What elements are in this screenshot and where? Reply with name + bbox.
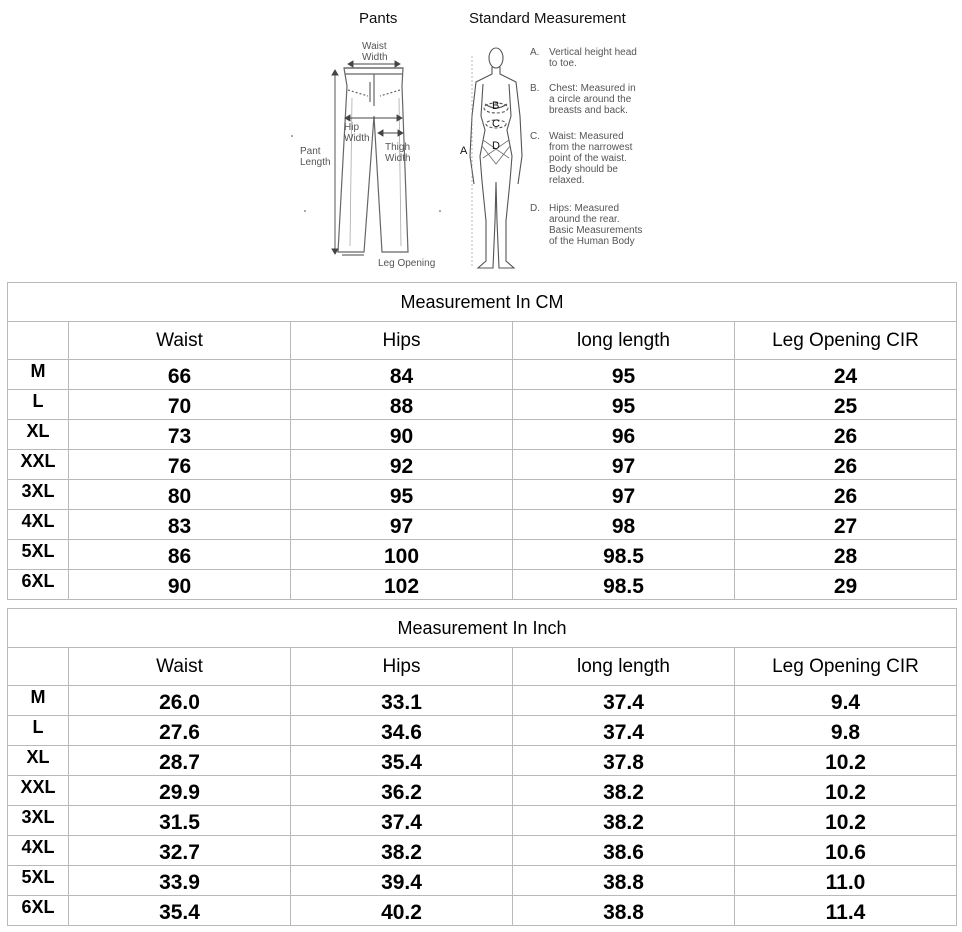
leg-opening-cell: 10.2 <box>735 806 957 836</box>
size-header <box>8 648 69 686</box>
leg-opening-cell: 11.0 <box>735 866 957 896</box>
note-c: C. Waist: Measured from the narrowest point of the waist. Body should be relaxed. <box>530 131 633 186</box>
table-row <box>8 510 957 540</box>
leg-opening-cell: 26 <box>735 450 957 480</box>
table-row <box>8 686 957 716</box>
hips-cell: 33.1 <box>291 686 513 716</box>
body-letter-a: A <box>460 145 468 157</box>
hips-cell: 40.2 <box>291 896 513 926</box>
size-cell: 3XL <box>8 806 69 836</box>
long-length-cell: 98.5 <box>513 540 735 570</box>
waist-cell: 83 <box>69 510 291 540</box>
waist-header: Waist <box>69 322 291 360</box>
size-cell: 3XL <box>8 480 69 510</box>
standard-measurement-title: Standard Measurement <box>469 10 626 27</box>
long-length-cell: 98.5 <box>513 570 735 600</box>
hips-cell: 34.6 <box>291 716 513 746</box>
table-row <box>8 420 957 450</box>
table-row <box>8 866 957 896</box>
hips-cell: 37.4 <box>291 806 513 836</box>
pant-length-label: Pant Length <box>300 146 331 168</box>
size-cell: 5XL <box>8 540 69 570</box>
size-cell: XXL <box>8 776 69 806</box>
long-length-cell: 37.8 <box>513 746 735 776</box>
cm-size-table <box>7 282 957 600</box>
hip-width-label: Hip Width <box>344 122 370 144</box>
cm-header-row <box>8 322 957 360</box>
hips-cell: 84 <box>291 360 513 390</box>
inch-size-table <box>7 608 957 926</box>
waist-cell: 26.0 <box>69 686 291 716</box>
hips-cell: 102 <box>291 570 513 600</box>
size-cell: 5XL <box>8 866 69 896</box>
long-length-cell: 97 <box>513 450 735 480</box>
table-row <box>8 836 957 866</box>
hips-cell: 36.2 <box>291 776 513 806</box>
waist-cell: 70 <box>69 390 291 420</box>
size-cell: 4XL <box>8 510 69 540</box>
long-length-cell: 38.2 <box>513 806 735 836</box>
size-cell: 6XL <box>8 896 69 926</box>
hips-cell: 90 <box>291 420 513 450</box>
leg-opening-cell: 9.4 <box>735 686 957 716</box>
size-cell: 4XL <box>8 836 69 866</box>
note-a: A. Vertical height head to toe. <box>530 47 637 69</box>
size-cell: XXL <box>8 450 69 480</box>
leg-opening-cell: 10.2 <box>735 776 957 806</box>
hips-cell: 38.2 <box>291 836 513 866</box>
hips-header: Hips <box>291 648 513 686</box>
size-cell: XL <box>8 746 69 776</box>
body-figure <box>470 48 522 268</box>
hips-header: Hips <box>291 322 513 360</box>
hips-cell: 88 <box>291 390 513 420</box>
waist-header: Waist <box>69 648 291 686</box>
leg-opening-cell: 27 <box>735 510 957 540</box>
long-length-cell: 98 <box>513 510 735 540</box>
long-length-cell: 38.8 <box>513 866 735 896</box>
leg-opening-cell: 26 <box>735 480 957 510</box>
leg-opening-header: Leg Opening CIR <box>735 648 957 686</box>
leg-opening-cell: 26 <box>735 420 957 450</box>
long-length-cell: 38.6 <box>513 836 735 866</box>
waist-cell: 33.9 <box>69 866 291 896</box>
table-row <box>8 806 957 836</box>
leg-opening-cell: 9.8 <box>735 716 957 746</box>
size-header <box>8 322 69 360</box>
size-cell: XL <box>8 420 69 450</box>
long-length-cell: 37.4 <box>513 686 735 716</box>
waist-cell: 90 <box>69 570 291 600</box>
waist-cell: 76 <box>69 450 291 480</box>
long-length-header: long length <box>513 648 735 686</box>
thigh-width-label: Thigh Width <box>385 142 411 164</box>
body-letter-b: B <box>492 100 500 112</box>
long-length-cell: 96 <box>513 420 735 450</box>
note-b: B. Chest: Measured in a circle around the breasts and back. <box>530 83 636 116</box>
cm-table-title: Measurement In CM <box>8 283 957 322</box>
long-length-cell: 37.4 <box>513 716 735 746</box>
table-row <box>8 776 957 806</box>
long-length-cell: 38.8 <box>513 896 735 926</box>
pants-title: Pants <box>359 10 398 27</box>
waist-width-label: Waist Width <box>362 41 388 63</box>
waist-cell: 31.5 <box>69 806 291 836</box>
leg-opening-cell: 24 <box>735 360 957 390</box>
table-row <box>8 360 957 390</box>
table-row <box>8 570 957 600</box>
waist-cell: 28.7 <box>69 746 291 776</box>
hips-cell: 100 <box>291 540 513 570</box>
leg-opening-cell: 28 <box>735 540 957 570</box>
size-cell: M <box>8 686 69 716</box>
size-cell: L <box>8 390 69 420</box>
size-cell: M <box>8 360 69 390</box>
waist-cell: 80 <box>69 480 291 510</box>
hips-cell: 92 <box>291 450 513 480</box>
table-row <box>8 716 957 746</box>
waist-cell: 86 <box>69 540 291 570</box>
table-row <box>8 746 957 776</box>
long-length-cell: 95 <box>513 360 735 390</box>
waist-cell: 29.9 <box>69 776 291 806</box>
waist-cell: 35.4 <box>69 896 291 926</box>
hips-cell: 39.4 <box>291 866 513 896</box>
leg-opening-header: Leg Opening CIR <box>735 322 957 360</box>
long-length-cell: 97 <box>513 480 735 510</box>
waist-cell: 27.6 <box>69 716 291 746</box>
note-d: D. Hips: Measured around the rear. Basic Measurements of the Human Body <box>530 203 643 247</box>
waist-cell: 32.7 <box>69 836 291 866</box>
leg-opening-cell: 10.2 <box>735 746 957 776</box>
hips-cell: 95 <box>291 480 513 510</box>
inch-header-row <box>8 648 957 686</box>
long-length-header: long length <box>513 322 735 360</box>
size-cell: L <box>8 716 69 746</box>
body-letter-d: D <box>492 140 500 152</box>
table-row <box>8 450 957 480</box>
waist-cell: 66 <box>69 360 291 390</box>
hips-cell: 35.4 <box>291 746 513 776</box>
table-row <box>8 480 957 510</box>
leg-opening-cell: 11.4 <box>735 896 957 926</box>
table-row <box>8 390 957 420</box>
inch-table-title: Measurement In Inch <box>8 609 957 648</box>
long-length-cell: 95 <box>513 390 735 420</box>
hips-cell: 97 <box>291 510 513 540</box>
leg-opening-cell: 25 <box>735 390 957 420</box>
waist-cell: 73 <box>69 420 291 450</box>
leg-opening-cell: 29 <box>735 570 957 600</box>
leg-opening-label: Leg Opening <box>378 258 436 269</box>
long-length-cell: 38.2 <box>513 776 735 806</box>
leg-opening-cell: 10.6 <box>735 836 957 866</box>
table-row <box>8 896 957 926</box>
table-row <box>8 540 957 570</box>
size-cell: 6XL <box>8 570 69 600</box>
measurement-illustration <box>290 6 670 274</box>
body-letter-c: C <box>492 118 500 130</box>
